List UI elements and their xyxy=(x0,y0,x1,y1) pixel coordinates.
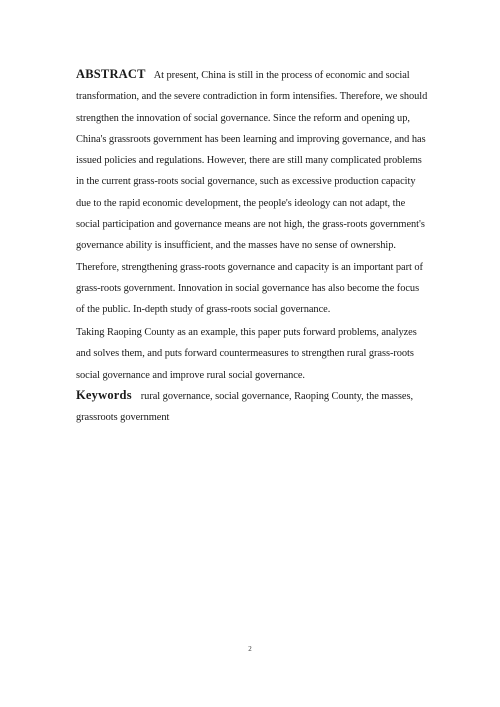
abstract-heading: ABSTRACT xyxy=(76,67,146,81)
keywords-paragraph xyxy=(76,385,428,429)
keywords-text: rural governance, social governance, Raoping County, the masses, grassroots government xyxy=(76,391,414,424)
abstract-paragraph xyxy=(76,64,428,321)
abstract-paragraph-2: Taking Raoping County as an example, this paper puts forward problems, analyzes and solves them, and puts forward countermeasures to strengthen rural grass-roots social governance and improve rural social governance. xyxy=(76,327,417,381)
abstract-text: At present, China is still in the process of economic and social transformation, and the severe contradiction in form intensifies. Therefore, we should strengthen the innovation of social governance. Since the reform and opening up, China's grassroots government has been learning and improving governance, and has issued policies and regulations. However, there are still many complicated problems in the current grass-roots social governance, such as excessive production capacity due to the rapid economic development, the people's ideology can not adapt, the social participation and governance means are not high, the grass-roots government's governance ability is insufficient, and the masses have no sense of ownership. Therefore, strengthening grass-roots governance and capacity is an important part of grass-roots government. Innovation in social governance has also become the focus of the public. In-depth study of grass-roots social governance. xyxy=(76,70,428,316)
keywords-heading: Keywords xyxy=(76,388,132,402)
page-number: 2 xyxy=(248,645,252,653)
